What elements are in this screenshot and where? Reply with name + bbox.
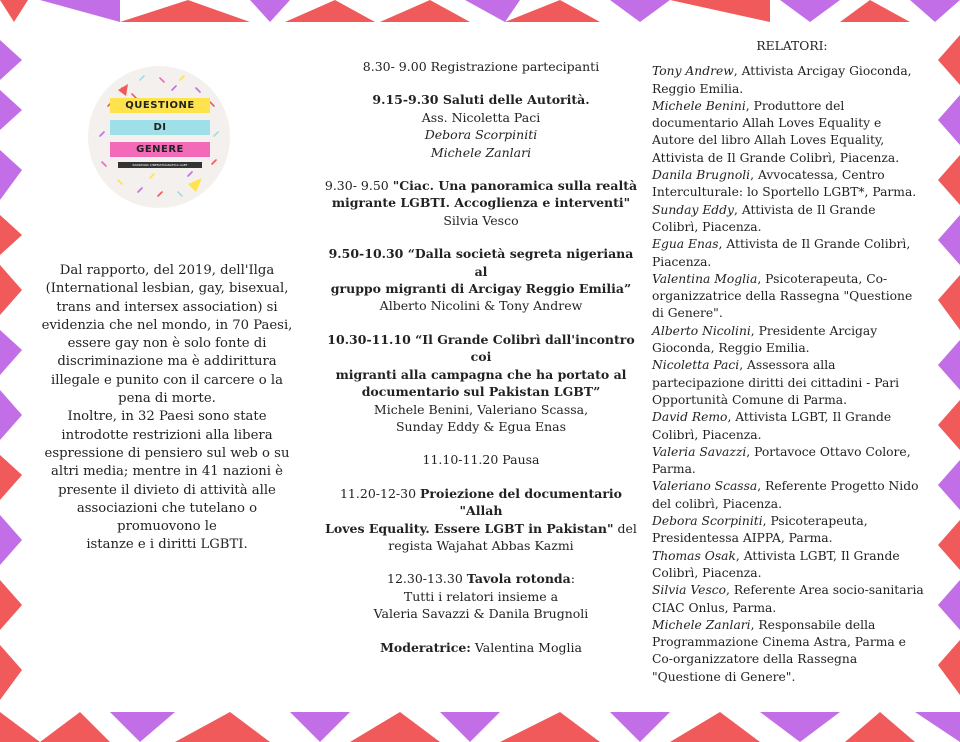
border-triangle bbox=[0, 455, 22, 500]
speaker-name: David Remo bbox=[652, 410, 728, 425]
border-triangle bbox=[0, 150, 22, 200]
speakers-body bbox=[652, 63, 924, 686]
speaker-description: , Assessora alla partecipazione diritti dei cittadini - Pari Opportunità Comune di Parma. bbox=[652, 358, 900, 407]
speaker-entry bbox=[652, 548, 924, 583]
speakers-title: RELATORI: bbox=[756, 39, 828, 53]
border-triangle bbox=[840, 0, 910, 22]
border-triangle bbox=[610, 0, 670, 22]
speaker-entry bbox=[652, 236, 924, 271]
speaker-entry bbox=[652, 444, 924, 479]
intro-line: pena di morte. bbox=[118, 391, 216, 407]
speaker-description: , Referente Area socio-sanitaria CIAC Onlus, Parma. bbox=[652, 583, 924, 615]
speaker-entry bbox=[652, 202, 924, 237]
border-triangle bbox=[0, 330, 22, 375]
intro-line: discriminazione ma è addirittura bbox=[57, 354, 277, 370]
confetti-pattern bbox=[88, 66, 230, 208]
speaker-entry bbox=[652, 357, 924, 409]
border-triangle bbox=[938, 155, 960, 205]
speaker-name: Silvia Vesco bbox=[652, 583, 727, 598]
border-triangle bbox=[0, 265, 22, 315]
border-triangle bbox=[350, 712, 440, 742]
program-schedule bbox=[322, 58, 640, 672]
border-triangle bbox=[610, 712, 670, 742]
border-triangle bbox=[0, 712, 40, 742]
speaker-entry bbox=[652, 582, 924, 617]
speaker-entry bbox=[652, 617, 924, 686]
projection-director: regista Wajahat Abbas Kazmi bbox=[388, 537, 574, 553]
border-triangle bbox=[0, 40, 22, 80]
border-triangle bbox=[938, 400, 960, 450]
speaker-description: , Produttore del documentario Allah Loves Equality e Autore del libro Allah Loves Equality, Attivista de Il Grande Colibrì, Piacenza. bbox=[652, 98, 900, 165]
intro-line: Dal rapporto, del 2019, dell'Ilga bbox=[59, 263, 275, 278]
border-triangle bbox=[670, 712, 760, 742]
intro-line: illegale e punito con il carcere o la bbox=[51, 372, 283, 388]
projection-title: Proiezione del documentario bbox=[420, 485, 622, 501]
speaker-description: , Attivista LGBT, Il Grande Colibrì, Piacenza. bbox=[652, 548, 900, 580]
border-triangle bbox=[780, 0, 840, 22]
border-triangle bbox=[500, 712, 600, 742]
nigeria-speaker: Alberto Nicolini & Tony Andrew bbox=[379, 298, 583, 314]
intro-line: (International lesbian, gay, bisexual, bbox=[45, 281, 289, 297]
border-triangle bbox=[110, 712, 175, 742]
speaker-description: , Attivista de Il Grande Colibrì, Piacenza. bbox=[652, 202, 876, 234]
moderator bbox=[322, 639, 640, 656]
speaker-description: , Referente Progetto Nido del colibrì, Piacenza. bbox=[652, 479, 919, 511]
speaker-entry bbox=[652, 323, 924, 358]
projection-title: "Allah bbox=[459, 503, 503, 519]
border-triangle bbox=[915, 712, 960, 742]
speaker-name: Tony Andrew bbox=[652, 64, 734, 79]
speaker-name: Michele Zanlari bbox=[652, 617, 751, 632]
intro-line: espressione di pensiero sul web o su bbox=[44, 445, 290, 461]
colibri-speaker: Sunday Eddy & Egua Enas bbox=[395, 418, 567, 434]
border-triangle bbox=[938, 215, 960, 265]
border-triangle bbox=[938, 35, 960, 85]
speaker-entry bbox=[652, 478, 924, 513]
border-triangle bbox=[910, 0, 960, 22]
speaker-name: Debora Scorpiniti bbox=[652, 514, 763, 529]
border-triangle bbox=[938, 580, 960, 630]
speaker-entry bbox=[652, 63, 924, 98]
border-triangle bbox=[0, 0, 28, 22]
border-triangle bbox=[505, 0, 600, 22]
round-table-line: Valeria Savazzi & Danila Brugnoli bbox=[373, 606, 589, 622]
nigeria-block bbox=[322, 245, 640, 315]
greetings-block bbox=[322, 91, 640, 161]
border-triangle bbox=[0, 515, 22, 565]
projection-time: 11.20-12-30 bbox=[339, 485, 421, 501]
greetings-speaker: Michele Zanlari bbox=[430, 144, 532, 160]
border-triangle bbox=[938, 275, 960, 330]
ciac-block bbox=[322, 177, 640, 229]
border-triangle bbox=[380, 0, 470, 22]
border-triangle bbox=[938, 460, 960, 510]
border-triangle bbox=[760, 712, 840, 742]
colibri-title: migranti alla campagna che ha portato al bbox=[335, 366, 627, 382]
ciac-time: 9.30- 9.50 bbox=[324, 178, 393, 194]
speaker-entry bbox=[652, 167, 924, 202]
round-table-colon: : bbox=[570, 571, 575, 587]
speaker-name: Thomas Osak bbox=[652, 548, 736, 563]
border-triangle bbox=[175, 712, 270, 742]
border-triangle bbox=[0, 580, 22, 630]
border-triangle bbox=[938, 640, 960, 695]
border-triangle bbox=[40, 712, 110, 742]
speaker-name: Egua Enas bbox=[652, 237, 719, 252]
speaker-entry bbox=[652, 271, 924, 323]
speaker-description: , Attivista de Il Grande Colibrì, Piacenza. bbox=[652, 237, 911, 269]
projection-rest: del bbox=[613, 520, 637, 536]
border-triangle bbox=[250, 0, 290, 22]
ciac-title: "Ciac. Una panoramica sulla realtà bbox=[392, 178, 638, 194]
border-triangle bbox=[290, 712, 350, 742]
intro-line: evidenzia che nel mondo, in 70 Paesi, bbox=[41, 317, 293, 333]
intro-line: presente il divieto di attività alle bbox=[58, 482, 276, 498]
border-triangle bbox=[40, 0, 120, 22]
greetings-speaker: Ass. Nicoletta Paci bbox=[421, 109, 541, 125]
border-triangle bbox=[670, 0, 770, 22]
speaker-description: , Avvocatessa, Centro Interculturale: lo Sportello LGBT*, Parma. bbox=[652, 168, 917, 200]
speaker-description: , Attivista Arcigay Gioconda, Reggio Emilia. bbox=[652, 64, 912, 96]
greetings-title: 9.15-9.30 Saluti delle Autorità. bbox=[372, 92, 590, 108]
nigeria-title: gruppo migranti di Arcigay Reggio Emilia” bbox=[330, 281, 632, 297]
colibri-title: 10.30-11.10 “Il Grande Colibrì dall'incontro coi bbox=[327, 331, 635, 365]
speaker-description: , Attivista LGBT, Il Grande Colibrì, Piacenza. bbox=[652, 410, 892, 442]
speaker-description: , Presidente Arcigay Gioconda, Reggio Emilia. bbox=[652, 323, 878, 356]
border-triangle bbox=[938, 340, 960, 390]
border-triangle bbox=[0, 390, 22, 440]
intro-line: istanze e i diritti LGBTI. bbox=[86, 537, 248, 553]
pause: 11.10-11.20 Pausa bbox=[422, 452, 540, 468]
intro-line: Inoltre, in 32 Paesi sono state bbox=[67, 409, 267, 425]
border-triangle bbox=[938, 95, 960, 145]
intro-line: associazioni che tutelano o bbox=[76, 500, 258, 516]
logo-tagline: RASSEGNA CINEMATOGRAFICA LGBT bbox=[118, 162, 202, 168]
border-triangle bbox=[440, 712, 500, 742]
logo-word-di: DI bbox=[110, 120, 210, 135]
speaker-name: Valentina Moglia bbox=[652, 271, 758, 286]
speaker-name: Valeria Savazzi bbox=[652, 444, 747, 459]
registration: 8.30- 9.00 Registrazione partecipanti bbox=[362, 59, 600, 74]
speaker-name: Michele Benini bbox=[652, 98, 746, 113]
speaker-entry bbox=[652, 98, 924, 167]
intro-line: introdotte restrizioni alla libera bbox=[61, 427, 273, 443]
speaker-description: , Responsabile della Programmazione Cinema Astra, Parma e Co-organizzatore della Rassegna "Questione di Genere". bbox=[652, 617, 906, 684]
intro-line: essere gay non è solo fonte di bbox=[67, 336, 267, 352]
speaker-name: Nicoletta Paci bbox=[652, 358, 740, 373]
speaker-description: , Psicoterapeuta, Presidentessa AIPPA, Parma. bbox=[652, 514, 868, 546]
speaker-description: , Portavoce Ottavo Colore, Parma. bbox=[652, 444, 911, 477]
border-triangle bbox=[938, 520, 960, 570]
border-triangle bbox=[465, 0, 520, 22]
round-table-time: 12.30-13.30 bbox=[387, 571, 467, 587]
speaker-name: Valeriano Scassa bbox=[652, 479, 758, 494]
border-triangle bbox=[0, 645, 22, 700]
speaker-name: Alberto Nicolini bbox=[652, 323, 751, 338]
logo-word-genere: GENERE bbox=[110, 142, 210, 157]
speaker-description: , Psicoterapeuta, Co-organizzatrice della Rassegna "Questione di Genere". bbox=[652, 271, 913, 321]
border-triangle bbox=[0, 215, 22, 255]
moderator-label: Moderatrice: bbox=[380, 639, 471, 655]
moderator-name: Valentina Moglia bbox=[470, 639, 582, 655]
round-table-line: Tutti i relatori insieme a bbox=[403, 588, 559, 604]
intro-line: promuovono le bbox=[117, 519, 217, 535]
round-table-block bbox=[322, 570, 640, 622]
logo-word-questione: QUESTIONE bbox=[110, 98, 210, 113]
ciac-title: migrante LGBTI. Accoglienza e interventi" bbox=[331, 195, 631, 211]
projection-title: Loves Equality. Essere LGBT in Pakistan" bbox=[325, 520, 614, 536]
border-triangle bbox=[845, 712, 915, 742]
projection-block bbox=[322, 485, 640, 555]
border-triangle bbox=[120, 0, 250, 22]
speaker-entry bbox=[652, 409, 924, 444]
colibri-speaker: Michele Benini, Valeriano Scassa, bbox=[373, 401, 589, 417]
speaker-name: Sunday Eddy bbox=[652, 202, 734, 217]
intro-line: altri media; mentre in 41 nazioni è bbox=[50, 464, 283, 480]
speaker-entry bbox=[652, 513, 924, 548]
border-triangle bbox=[0, 90, 22, 130]
greetings-speaker: Debora Scorpiniti bbox=[424, 127, 538, 143]
intro-text bbox=[36, 262, 298, 555]
colibri-block bbox=[322, 331, 640, 435]
questione-di-genere-logo bbox=[88, 66, 230, 208]
colibri-title: documentario sul Pakistan LGBT” bbox=[361, 384, 601, 400]
border-triangle bbox=[285, 0, 375, 22]
speakers-list bbox=[652, 38, 924, 686]
nigeria-title: 9.50-10.30 “Dalla società segreta nigeriana al bbox=[328, 246, 634, 279]
ciac-speaker: Silvia Vesco bbox=[443, 212, 519, 228]
speaker-name: Danila Brugnoli bbox=[652, 168, 751, 183]
round-table-title: Tavola rotonda bbox=[466, 571, 571, 587]
intro-line: trans and intersex association) si bbox=[56, 299, 278, 315]
